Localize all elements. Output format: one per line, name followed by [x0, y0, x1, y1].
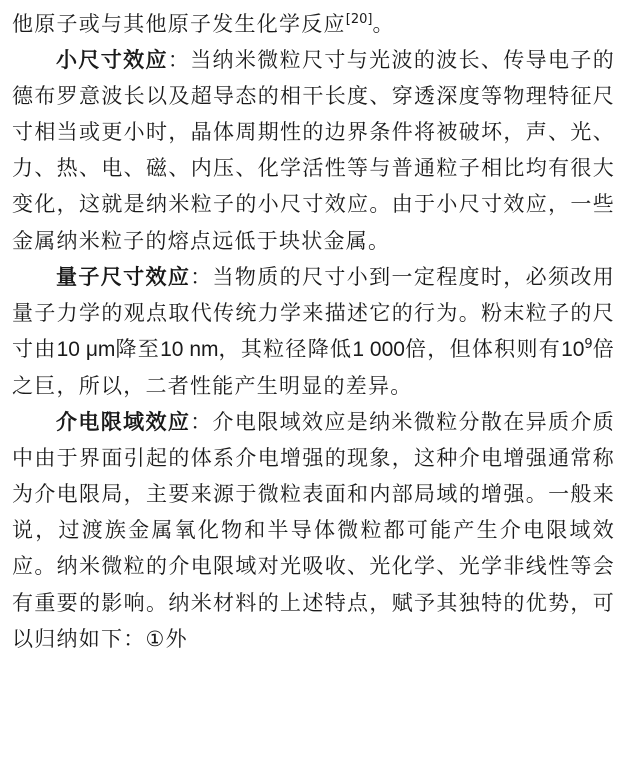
dielectric-confinement-text: ：介电限域效应是纳米微粒分散在异质介质中由于界面引起的体系介电增强的现象，这种介电增强通常称为介电限局，主要来源于微粒表面和内部局域的增强。一般来说，过渡族金属氧化物和半导体微粒都可能产生介电限域效应。纳米微粒的介电限域对光吸收、光化学、光学非线性等会有重要的影响。纳米材料的上述特点，赋予其独特的优势，可以归纳如下：①外	[12, 410, 615, 651]
quantum-power-base: 10	[561, 337, 585, 361]
dielectric-confinement-term: 介电限域效应	[56, 410, 191, 435]
small-size-effect-term: 小尺寸效应	[56, 48, 168, 73]
quantum-size-effect-paragraph	[12, 259, 615, 404]
quantum-text-5: 倍之巨，所以，二者性能产生明显的差异。	[12, 336, 615, 398]
quantum-text-4: 倍，但体积则有	[404, 336, 562, 361]
citation-ref: [20]	[345, 12, 373, 27]
intro-paragraph	[12, 6, 615, 42]
intro-end: 。	[372, 12, 395, 36]
small-size-effect-text: ：当纳米微粒尺寸与光波的波长、传导电子的德布罗意波长以及超导态的相干长度、穿透深度等物理特征尺寸相当或更小时，晶体周期性的边界条件将被破坏，声、光、力、热、电、磁、内压、化学活性等与普通粒子相比均有很大变化，这就是纳米粒子的小尺寸效应。由于小尺寸效应，一些金属纳米粒子的熔点远低于块状金属。	[12, 48, 616, 253]
quantum-value-3: 1 000	[352, 337, 405, 361]
quantum-text-1: ：当物质的尺寸小到一定程度时，必须改用量子力学的观点取代传统力学来描述它的行为。粉末粒子的尺寸由	[12, 264, 615, 361]
quantum-text-2: 降至	[115, 336, 161, 361]
quantum-size-effect-term: 量子尺寸效应	[56, 264, 191, 289]
quantum-text-3: ，其粒径降低	[218, 336, 353, 361]
intro-text: 他原子或与其他原子发生化学反应	[12, 12, 346, 36]
quantum-power-exponent: 9	[584, 336, 593, 352]
small-size-effect-paragraph	[12, 42, 615, 259]
quantum-value-2: 10 nm	[160, 337, 219, 361]
quantum-value-1: 10 μm	[56, 337, 116, 361]
dielectric-confinement-paragraph	[12, 404, 615, 657]
